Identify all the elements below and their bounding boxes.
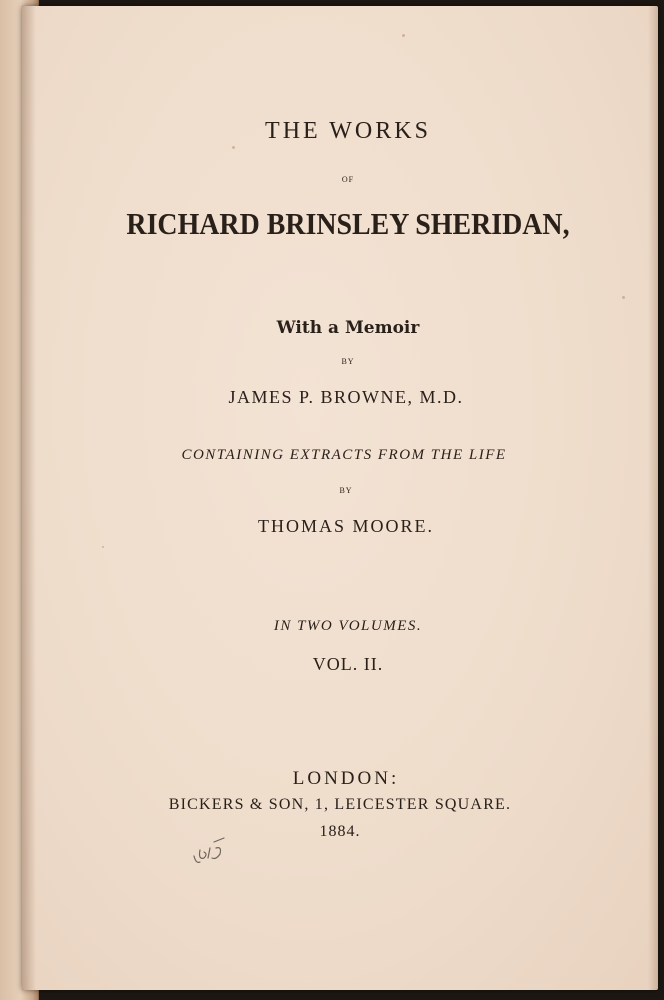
page-fold-shadow <box>22 6 36 990</box>
by-line-editor: BY <box>341 357 355 366</box>
containing-line: CONTAINING EXTRACTS FROM THE LIFE <box>181 447 507 463</box>
author-name: RICHARD BRINSLEY SHERIDAN, <box>126 206 570 241</box>
editor-name: JAMES P. BROWNE, M.D. <box>228 387 464 407</box>
page-edge-shadow <box>648 6 658 990</box>
life-author-name: THOMAS MOORE. <box>257 516 434 536</box>
pencil-price-note <box>184 824 244 874</box>
by-line-life-author: BY <box>339 486 353 495</box>
foxing-spot <box>402 34 405 37</box>
foxing-spot <box>232 146 235 149</box>
imprint-publisher: BICKERS & SON, 1, LEICESTER SQUARE. <box>168 796 512 813</box>
imprint-city: LONDON: <box>292 768 400 789</box>
title-line-works: THE WORKS <box>265 118 431 144</box>
memoir-line: With a Memoir <box>276 318 420 338</box>
title-line-of: OF <box>341 175 355 184</box>
imprint-year: 1884. <box>319 823 361 840</box>
foxing-spot <box>622 296 625 299</box>
foxing-spot <box>102 546 104 548</box>
volumes-line: IN TWO VOLUMES. <box>273 618 423 634</box>
title-page <box>22 6 658 990</box>
volume-number: VOL. II. <box>312 654 384 674</box>
